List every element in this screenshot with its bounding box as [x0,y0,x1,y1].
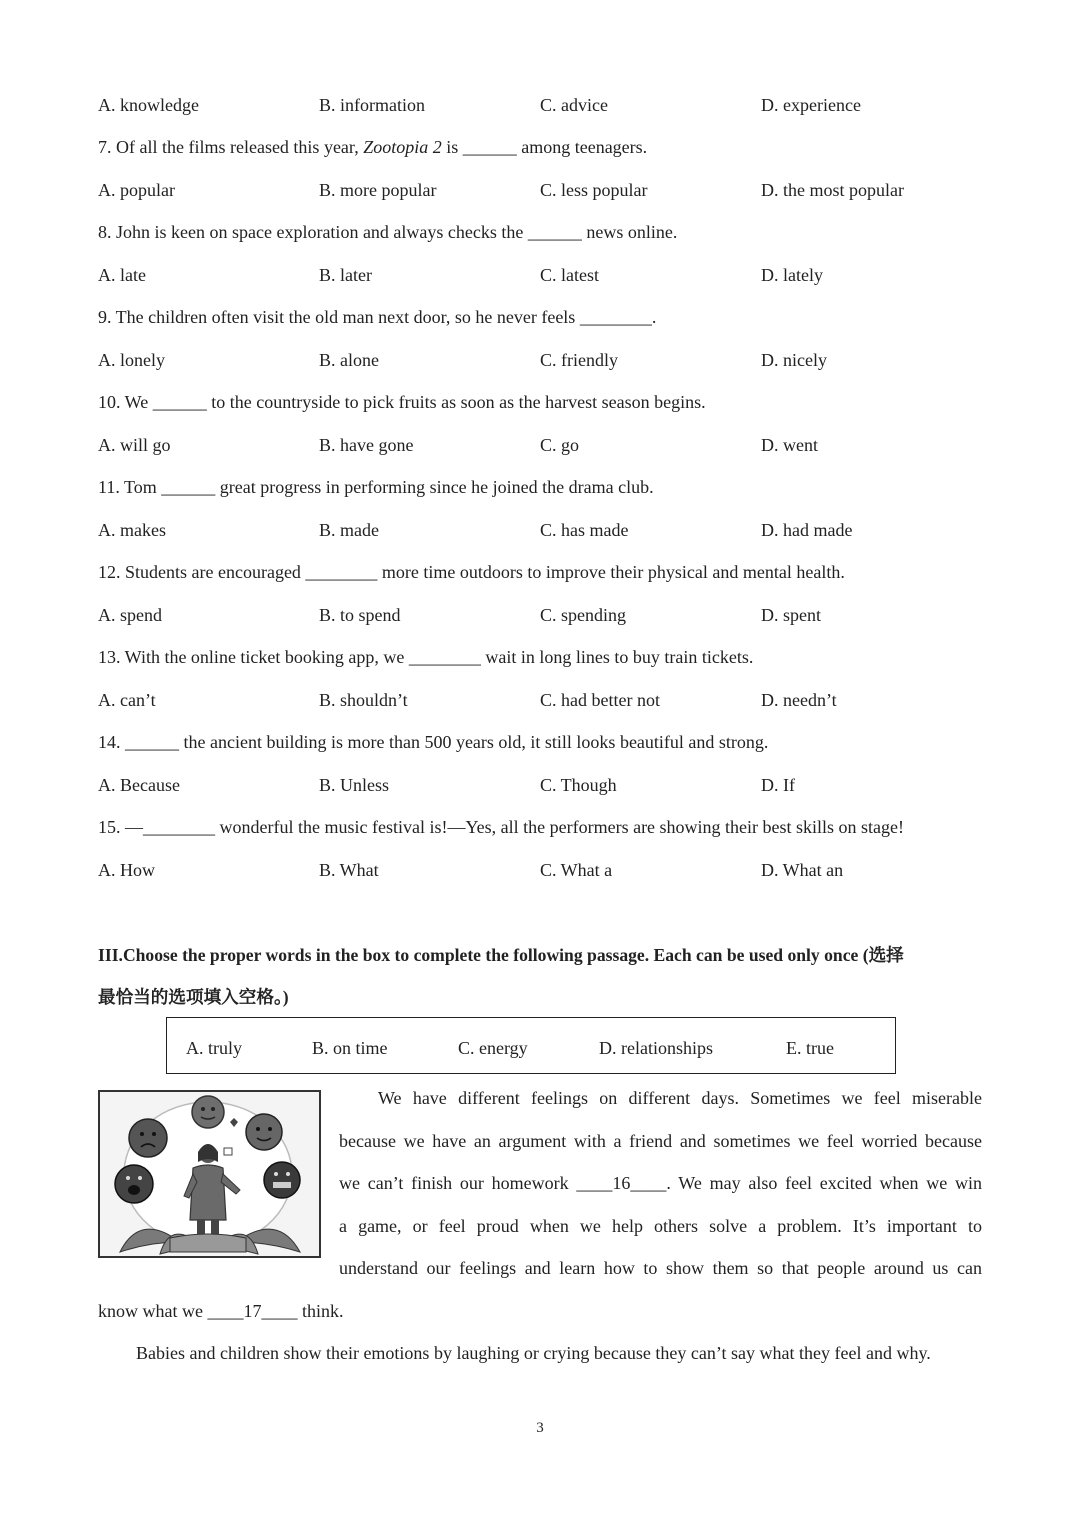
word-box-item-d: D. relationships [599,1038,713,1058]
q14-option-c: C. Though [540,775,617,795]
q15-stem: 15. —________ wonderful the music festival is!—Yes, all the performers are showing their best skills on stage! [98,817,905,837]
q15-option-b: B. What [319,860,379,880]
q11-option-b: B. made [319,520,379,540]
passage-line-3-pre: we can’t finish our homework [339,1173,577,1193]
q9-stem: 9. The children often visit the old man next door, so he never feels ________. [98,307,657,327]
q6-option-c: C. advice [540,95,608,115]
q8-stem: 8. John is keen on space exploration and always checks the ______ news online. [98,222,678,242]
q13-option-c: C. had better not [540,690,660,710]
q7-option-a: A. popular [98,180,175,200]
q12-option-b: B. to spend [319,605,401,625]
word-box-item-b: B. on time [312,1038,388,1058]
q12-stem: 12. Students are encouraged ________ more time outdoors to improve their physical and mental health. [98,562,845,582]
q7-option-d: D. the most popular [761,180,904,200]
q11-option-a: A. makes [98,520,166,540]
passage-line-3-post: . We may also feel excited when we win [666,1173,982,1193]
passage-line-4: a game, or feel proud when we help others solve a problem. It’s important to [339,1216,982,1236]
passage-line-6 [98,1299,344,1323]
q7-stem-post: is ______ among teenagers. [441,137,648,157]
emotions-illustration [98,1090,321,1258]
word-box-item-a: A. truly [186,1038,242,1058]
q9-option-b: B. alone [319,350,379,370]
word-box-item-e: E. true [786,1038,834,1058]
q7-film-title: Zootopia 2 [363,137,442,157]
q10-option-c: C. go [540,435,580,455]
q12-option-c: C. spending [540,605,627,625]
passage-line-3 [339,1171,982,1195]
q15-option-d: D. What an [761,860,844,880]
q10-option-d: D. went [761,435,818,455]
q11-stem: 11. Tom ______ great progress in performing since he joined the drama club. [98,477,654,497]
section3-heading-line2: 最恰当的选项填入空格。) [98,987,289,1007]
q11-option-c: C. has made [540,520,629,540]
q10-stem: 10. We ______ to the countryside to pick fruits as soon as the harvest season begins. [98,392,706,412]
word-box-item-c: C. energy [458,1038,528,1058]
q9-option-c: C. friendly [540,350,618,370]
q12-option-a: A. spend [98,605,162,625]
q12-option-d: D. spent [761,605,821,625]
q10-option-a: A. will go [98,435,171,455]
q11-option-d: D. had made [761,520,853,540]
q9-option-d: D. nicely [761,350,827,370]
passage-line-2: because we have an argument with a friend and sometimes we feel worried because [339,1131,982,1151]
page-number: 3 [536,1420,544,1436]
q7-stem-pre: 7. Of all the films released this year, [98,137,364,157]
q9-option-a: A. lonely [98,350,165,370]
q13-option-b: B. shouldn’t [319,690,408,710]
q7-option-b: B. more popular [319,180,437,200]
q8-option-a: A. late [98,265,146,285]
q8-option-b: B. later [319,265,372,285]
q13-stem: 13. With the online ticket booking app, we ________ wait in long lines to buy train tickets. [98,647,754,667]
q6-option-b: B. information [319,95,425,115]
q14-option-a: A. Because [98,775,180,795]
q8-option-c: C. latest [540,265,599,285]
q14-option-b: B. Unless [319,775,390,795]
section3-heading-line1: III.Choose the proper words in the box to complete the following passage. Each can be used only once (选择 [98,945,904,965]
blank-17: ____17____ [207,1301,298,1321]
passage-line-5: understand our feelings and learn how to show them so that people around us can [339,1258,982,1278]
q7-option-c: C. less popular [540,180,648,200]
passage-line-7: Babies and children show their emotions by laughing or crying because they can’t say what they feel and why. [136,1343,931,1363]
q7-stem [98,135,647,159]
q14-option-d: D. If [761,775,795,795]
q15-option-a: A. How [98,860,155,880]
q10-option-b: B. have gone [319,435,414,455]
q6-option-a: A. knowledge [98,95,199,115]
q13-option-a: A. can’t [98,690,156,710]
q14-stem: 14. ______ the ancient building is more than 500 years old, it still looks beautiful and strong. [98,732,769,752]
passage-line-6-post: think. [297,1301,344,1321]
word-box [166,1017,896,1074]
q15-option-c: C. What a [540,860,613,880]
passage-line-1: We have different feelings on different days. Sometimes we feel miserable [378,1088,982,1108]
q6-option-d: D. experience [761,95,861,115]
blank-16: ____16____ [576,1173,667,1193]
q8-option-d: D. lately [761,265,823,285]
passage-line-6-pre: know what we [98,1301,208,1321]
emotions-illustration-graphic [100,1092,319,1256]
q13-option-d: D. needn’t [761,690,837,710]
